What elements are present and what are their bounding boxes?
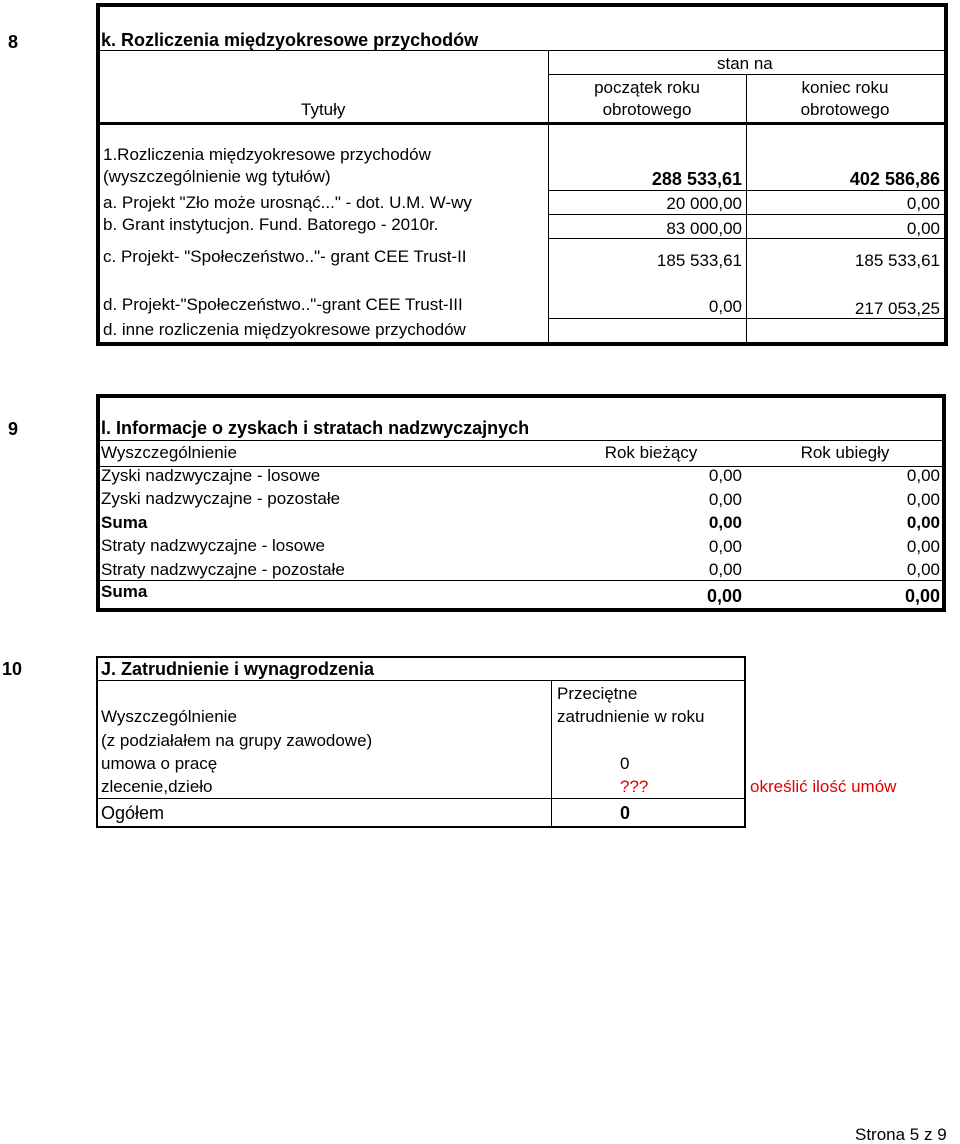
row-current-value: 0,00 bbox=[708, 466, 742, 485]
row-previous-value: 0,00 bbox=[904, 586, 940, 606]
section-title: k. Rozliczenia międzyokresowe przychodów bbox=[101, 30, 479, 50]
row-start-value: 83 000,00 bbox=[666, 219, 742, 238]
row-label: umowa o pracę bbox=[101, 754, 218, 773]
row-current-value: 0,00 bbox=[708, 560, 742, 579]
end-header-line1: koniec roku bbox=[801, 78, 889, 97]
row-label: Suma bbox=[101, 513, 148, 532]
stan-na-label: stan na bbox=[717, 54, 773, 73]
row-previous-value: 0,00 bbox=[906, 560, 940, 579]
section-title: J. Zatrudnienie i wynagrodzenia bbox=[101, 659, 375, 679]
warning-note: określić ilość umów bbox=[750, 777, 897, 796]
row-current-value: 0,00 bbox=[708, 537, 742, 556]
row-start-value: 0,00 bbox=[708, 297, 742, 316]
section-number: 9 bbox=[8, 419, 19, 439]
page-number: Strona 5 z 9 bbox=[855, 1125, 947, 1144]
avg-header-line2: zatrudnienie w roku bbox=[557, 707, 705, 726]
total-start-value: 288 533,61 bbox=[651, 169, 742, 189]
row-label: zlecenie,dzieło bbox=[101, 777, 213, 796]
row-label: a. Projekt "Zło może urosnąć..." - dot. U.M. W-wy bbox=[103, 193, 472, 212]
row-previous-value: 0,00 bbox=[906, 537, 940, 556]
row-value: ??? bbox=[620, 777, 649, 796]
total-label: Ogółem bbox=[101, 803, 165, 823]
row-label: Straty nadzwyczajne - pozostałe bbox=[101, 560, 345, 579]
column-header-label: Wyszczególnienie bbox=[101, 707, 237, 726]
row-start-value: 20 000,00 bbox=[666, 194, 742, 213]
total-label-line1: 1.Rozliczenia międzyokresowe przychodów bbox=[103, 145, 431, 164]
section-number: 8 bbox=[8, 32, 19, 52]
column-header-previous: Rok ubiegły bbox=[800, 443, 890, 462]
total-end-value: 402 586,86 bbox=[849, 169, 940, 189]
avg-header-line1: Przeciętne bbox=[557, 684, 638, 703]
row-current-value: 0,00 bbox=[708, 513, 742, 532]
section-number: 10 bbox=[2, 659, 23, 679]
row-label: Zyski nadzwyczajne - losowe bbox=[101, 466, 321, 485]
end-header-line2: obrotowego bbox=[800, 100, 890, 119]
start-header-line1: początek roku bbox=[594, 78, 700, 97]
row-label: d. Projekt-"Społeczeństwo.."-grant CEE Trust-III bbox=[103, 295, 463, 314]
row-end-value: 185 533,61 bbox=[854, 251, 940, 270]
tytuly-header: Tytuły bbox=[301, 100, 346, 119]
row-label: d. inne rozliczenia międzyokresowe przychodów bbox=[103, 320, 466, 339]
row-start-value: 185 533,61 bbox=[656, 251, 742, 270]
row-end-value: 0,00 bbox=[906, 194, 940, 213]
row-label: b. Grant instytucjon. Fund. Batorego - 2010r. bbox=[103, 215, 439, 234]
row-end-value: 0,00 bbox=[906, 219, 940, 238]
row-label: Suma bbox=[101, 582, 148, 601]
total-value: 0 bbox=[620, 803, 631, 823]
column-header-current: Rok bieżący bbox=[604, 443, 698, 462]
total-label-line2: (wyszczególnienie wg tytułów) bbox=[103, 167, 331, 186]
row-previous-value: 0,00 bbox=[906, 490, 940, 509]
section-title: l. Informacje o zyskach i stratach nadzwyczajnych bbox=[101, 418, 530, 438]
row-previous-value: 0,00 bbox=[906, 513, 940, 532]
row-label: Straty nadzwyczajne - losowe bbox=[101, 536, 325, 555]
row-label: c. Projekt- "Społeczeństwo.."- grant CEE Trust-II bbox=[103, 247, 467, 266]
start-header-line2: obrotowego bbox=[602, 100, 692, 119]
row-previous-value: 0,00 bbox=[906, 466, 940, 485]
row-current-value: 0,00 bbox=[706, 586, 742, 606]
row-current-value: 0,00 bbox=[708, 490, 742, 509]
row-end-value: 217 053,25 bbox=[854, 299, 940, 318]
subheader-label: (z podziałałem na grupy zawodowe) bbox=[101, 731, 373, 750]
column-header-label: Wyszczególnienie bbox=[101, 443, 237, 462]
row-value: 0 bbox=[620, 754, 630, 773]
row-label: Zyski nadzwyczajne - pozostałe bbox=[101, 489, 341, 508]
